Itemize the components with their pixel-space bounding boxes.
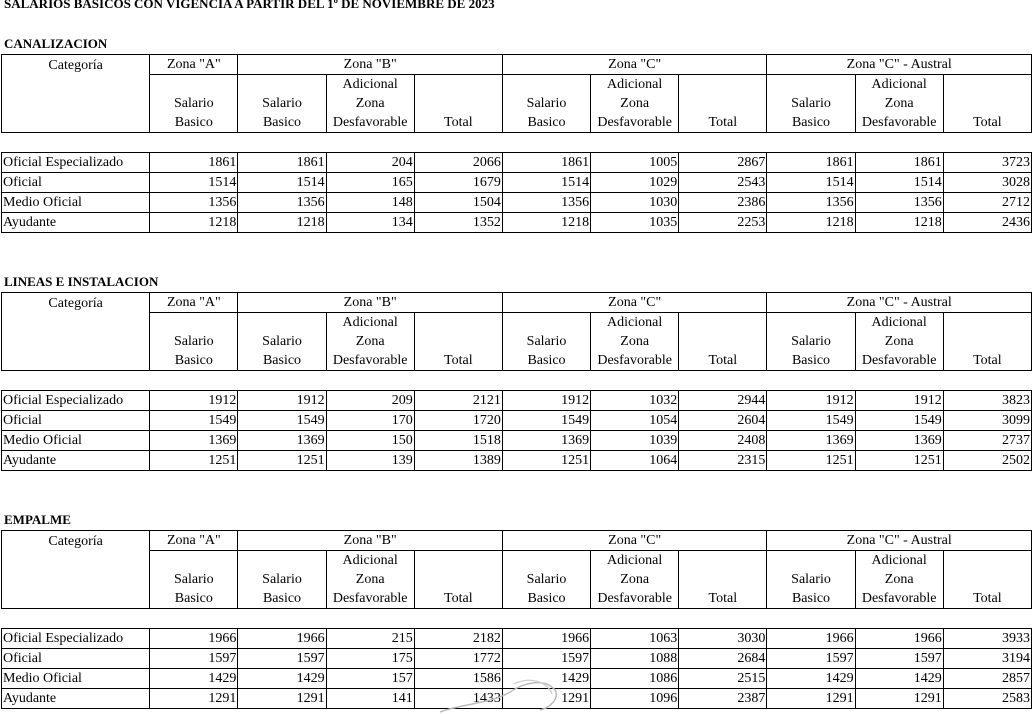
salary-value-cell: 1064 [591,451,679,471]
column-header-cell: Basico [502,113,590,133]
column-header-cell: Basico [767,351,855,371]
salary-value-cell: 1291 [238,689,326,709]
spacer-cell [767,371,855,391]
row-category-label: Medio Oficial [2,431,150,451]
salary-value-cell: 209 [326,391,414,411]
column-header-cell: Desfavorable [326,589,414,609]
column-header-cell: Zona [591,332,679,351]
salary-value-cell: 1356 [767,193,855,213]
spacer-cell [591,609,679,629]
salary-value-cell: 1966 [150,629,238,649]
spacer-cell [326,371,414,391]
column-header-cell: Total [679,351,767,371]
salary-value-cell: 1772 [414,649,502,669]
salary-table [1,54,1032,233]
salary-value-cell: 1088 [591,649,679,669]
salary-value-cell: 1586 [414,669,502,689]
spacer-cell [150,609,238,629]
column-header-cell: Adicional [326,551,414,571]
table-row [2,431,1032,451]
spacer-cell [767,609,855,629]
spacer-cell [238,133,326,153]
column-header-cell [502,551,590,571]
spacer-cell [679,609,767,629]
column-header-cell: Basico [502,589,590,609]
column-header-cell [943,75,1031,95]
salary-value-cell: 1369 [238,431,326,451]
column-header-cell: Basico [238,589,326,609]
column-header-cell: Salario [238,570,326,589]
column-header-cell [679,570,767,589]
salary-value-cell: 1861 [150,153,238,173]
column-header-cell: Adicional [855,75,943,95]
column-header-cell: Salario [150,332,238,351]
column-header-cell: Desfavorable [855,113,943,133]
column-header-cell [502,75,590,95]
zone-c-header: Zona "C" [502,293,767,313]
salary-value-cell: 2543 [679,173,767,193]
column-header-cell: Basico [150,113,238,133]
column-header-cell: Adicional [855,313,943,333]
salary-value-cell: 1356 [150,193,238,213]
salary-value-cell: 1597 [150,649,238,669]
column-header-cell: Desfavorable [591,351,679,371]
column-header-cell [943,313,1031,333]
salary-value-cell: 1030 [591,193,679,213]
salary-value-cell: 3099 [943,411,1031,431]
categoria-header: Categoría [2,531,150,609]
column-header-cell: Desfavorable [855,589,943,609]
salary-value-cell: 2253 [679,213,767,233]
salary-value-cell: 2737 [943,431,1031,451]
salary-value-cell: 1218 [150,213,238,233]
column-header-cell [943,332,1031,351]
salary-value-cell: 2857 [943,669,1031,689]
zone-b-header: Zona "B" [238,55,503,75]
row-category-label: Oficial [2,649,150,669]
column-header-cell: Total [943,351,1031,371]
spacer-cell [2,371,150,391]
salary-value-cell: 1514 [502,173,590,193]
salary-value-cell: 1433 [414,689,502,709]
column-header-cell: Salario [767,94,855,113]
salary-value-cell: 3723 [943,153,1031,173]
salary-value-cell: 1966 [502,629,590,649]
salary-value-cell: 1369 [502,431,590,451]
salary-value-cell: 1504 [414,193,502,213]
column-header-cell: Zona [326,94,414,113]
salary-value-cell: 2182 [414,629,502,649]
spacer-cell [502,133,590,153]
table-row [2,689,1032,709]
salary-value-cell: 2066 [414,153,502,173]
spacer-cell [326,609,414,629]
salary-value-cell: 1029 [591,173,679,193]
spacer-cell [591,371,679,391]
column-header-cell [150,551,238,571]
salary-value-cell: 1251 [238,451,326,471]
spacer-cell [2,133,150,153]
salary-value-cell: 1086 [591,669,679,689]
section-title: LINEAS E INSTALACION [4,274,159,289]
column-header-cell: Salario [238,94,326,113]
salary-value-cell: 175 [326,649,414,669]
spacer-cell [943,133,1031,153]
salary-value-cell: 1369 [855,431,943,451]
column-header-cell [150,313,238,333]
table-row [2,629,1032,649]
salary-value-cell: 1861 [502,153,590,173]
column-header-cell: Salario [150,94,238,113]
table-row [2,213,1032,233]
zone-b-header: Zona "B" [238,293,503,313]
column-header-cell [943,551,1031,571]
table-row [2,411,1032,431]
column-header-cell: Adicional [591,551,679,571]
salary-value-cell: 2387 [679,689,767,709]
salary-value-cell: 148 [326,193,414,213]
salary-value-cell: 2408 [679,431,767,451]
zone-a-header: Zona "A" [150,531,238,551]
salary-value-cell: 1218 [238,213,326,233]
salary-value-cell: 2121 [414,391,502,411]
column-header-cell: Salario [502,570,590,589]
zone-a-header: Zona "A" [150,293,238,313]
salary-value-cell: 1912 [855,391,943,411]
salary-value-cell: 1549 [150,411,238,431]
column-header-cell [414,551,502,571]
column-header-cell [414,94,502,113]
spacer-cell [855,609,943,629]
salary-value-cell: 3933 [943,629,1031,649]
spacer-cell [150,371,238,391]
zone-b-header: Zona "B" [238,531,503,551]
column-header-cell: Desfavorable [591,113,679,133]
salary-value-cell: 3194 [943,649,1031,669]
salary-table [1,292,1032,471]
spacer-cell [855,371,943,391]
salary-value-cell: 2515 [679,669,767,689]
salary-value-cell: 1518 [414,431,502,451]
salary-value-cell: 1514 [767,173,855,193]
column-header-cell: Adicional [326,75,414,95]
salary-value-cell: 2315 [679,451,767,471]
column-header-cell [414,75,502,95]
salary-value-cell: 139 [326,451,414,471]
salary-value-cell: 1429 [502,669,590,689]
row-category-label: Oficial Especializado [2,153,150,173]
table-row [2,173,1032,193]
row-category-label: Medio Oficial [2,193,150,213]
column-header-cell: Basico [767,113,855,133]
column-header-cell: Zona [855,94,943,113]
salary-value-cell: 1218 [767,213,855,233]
salary-value-cell: 1966 [238,629,326,649]
row-category-label: Oficial [2,173,150,193]
salary-value-cell: 2944 [679,391,767,411]
salary-value-cell: 1912 [150,391,238,411]
salary-value-cell: 1514 [855,173,943,193]
salary-value-cell: 1039 [591,431,679,451]
column-header-cell: Basico [150,589,238,609]
column-header-cell [502,313,590,333]
page-title: SALARIOS BASICOS CON VIGENCIA A PARTIR DEL 1º DE NOVIEMBRE DE 2023 [4,0,495,11]
salary-value-cell: 1597 [502,649,590,669]
salary-table [1,530,1032,709]
zone-c-austral-header: Zona "C" - Austral [767,55,1032,75]
column-header-cell: Salario [767,332,855,351]
column-header-cell: Salario [767,570,855,589]
salary-value-cell: 1251 [150,451,238,471]
table-row [2,153,1032,173]
column-header-cell: Desfavorable [591,589,679,609]
column-header-cell: Desfavorable [855,351,943,371]
salary-value-cell: 1549 [767,411,855,431]
column-header-cell [238,75,326,95]
zone-c-austral-header: Zona "C" - Austral [767,293,1032,313]
table-row [2,391,1032,411]
column-header-cell: Zona [326,332,414,351]
salary-value-cell: 1063 [591,629,679,649]
spacer-cell [591,133,679,153]
column-header-cell: Desfavorable [326,351,414,371]
spacer-cell [414,133,502,153]
salary-value-cell: 1291 [855,689,943,709]
salary-value-cell: 2604 [679,411,767,431]
spacer-cell [855,133,943,153]
salary-value-cell: 1218 [855,213,943,233]
salary-value-cell: 1369 [767,431,855,451]
table-row [2,193,1032,213]
salary-value-cell: 1912 [238,391,326,411]
salary-value-cell: 1514 [150,173,238,193]
salary-value-cell: 1054 [591,411,679,431]
column-header-cell [679,94,767,113]
column-header-cell: Total [414,351,502,371]
salary-value-cell: 1549 [855,411,943,431]
salary-value-cell: 1032 [591,391,679,411]
zone-c-header: Zona "C" [502,55,767,75]
categoria-header: Categoría [2,293,150,371]
salary-value-cell: 1549 [238,411,326,431]
spacer-cell [943,609,1031,629]
salary-value-cell: 1356 [502,193,590,213]
salary-value-cell: 1429 [238,669,326,689]
column-header-cell [679,551,767,571]
column-header-cell [943,570,1031,589]
salary-value-cell: 1251 [767,451,855,471]
row-category-label: Medio Oficial [2,669,150,689]
row-category-label: Oficial Especializado [2,391,150,411]
salary-value-cell: 1966 [767,629,855,649]
column-header-cell: Desfavorable [326,113,414,133]
column-header-cell: Adicional [591,75,679,95]
column-header-cell: Adicional [591,313,679,333]
zone-c-header: Zona "C" [502,531,767,551]
salary-value-cell: 1597 [767,649,855,669]
spacer-cell [679,371,767,391]
salary-value-cell: 3030 [679,629,767,649]
spacer-cell [2,609,150,629]
salary-value-cell: 1912 [767,391,855,411]
salary-value-cell: 3028 [943,173,1031,193]
salary-value-cell: 1429 [150,669,238,689]
column-header-cell [414,313,502,333]
spacer-cell [502,609,590,629]
column-header-cell [414,570,502,589]
salary-value-cell: 2386 [679,193,767,213]
column-header-cell: Basico [238,113,326,133]
row-category-label: Ayudante [2,451,150,471]
column-header-cell: Adicional [326,313,414,333]
column-header-cell: Adicional [855,551,943,571]
column-header-cell: Total [679,589,767,609]
column-header-cell: Salario [502,94,590,113]
table-row [2,669,1032,689]
spacer-cell [414,609,502,629]
spacer-cell [238,609,326,629]
column-header-cell: Total [679,113,767,133]
salary-value-cell: 170 [326,411,414,431]
section-title: CANALIZACION [4,36,108,51]
salary-value-cell: 141 [326,689,414,709]
salary-value-cell: 1005 [591,153,679,173]
spacer-cell [679,133,767,153]
salary-value-cell: 1679 [414,173,502,193]
spacer-cell [150,133,238,153]
salary-value-cell: 1429 [767,669,855,689]
spacer-cell [943,371,1031,391]
column-header-cell: Total [414,589,502,609]
column-header-cell [943,94,1031,113]
salary-value-cell: 1352 [414,213,502,233]
column-header-cell [414,332,502,351]
column-header-cell: Zona [591,94,679,113]
salary-value-cell: 1912 [502,391,590,411]
salary-value-cell: 2583 [943,689,1031,709]
column-header-cell: Basico [238,351,326,371]
salary-value-cell: 1861 [767,153,855,173]
salary-value-cell: 1251 [502,451,590,471]
row-category-label: Ayudante [2,213,150,233]
salary-value-cell: 2867 [679,153,767,173]
spacer-cell [767,133,855,153]
section-title: EMPALME [4,512,71,527]
salary-value-cell: 1597 [238,649,326,669]
salary-value-cell: 2436 [943,213,1031,233]
column-header-cell [767,551,855,571]
salary-value-cell: 1389 [414,451,502,471]
salary-value-cell: 1356 [855,193,943,213]
row-category-label: Ayudante [2,689,150,709]
column-header-cell: Zona [855,332,943,351]
salary-value-cell: 2502 [943,451,1031,471]
salary-value-cell: 2684 [679,649,767,669]
salary-value-cell: 1514 [238,173,326,193]
spacer-cell [502,371,590,391]
column-header-cell [238,551,326,571]
column-header-cell: Salario [238,332,326,351]
column-header-cell: Zona [591,570,679,589]
spacer-cell [238,371,326,391]
salary-value-cell: 1035 [591,213,679,233]
salary-value-cell: 1861 [855,153,943,173]
row-category-label: Oficial Especializado [2,629,150,649]
column-header-cell: Total [943,113,1031,133]
salary-value-cell: 1597 [855,649,943,669]
salary-value-cell: 3823 [943,391,1031,411]
column-header-cell [150,75,238,95]
salary-value-cell: 1720 [414,411,502,431]
column-header-cell: Zona [855,570,943,589]
salary-value-cell: 157 [326,669,414,689]
salary-value-cell: 215 [326,629,414,649]
spacer-cell [414,371,502,391]
salary-value-cell: 2712 [943,193,1031,213]
table-row [2,451,1032,471]
salary-value-cell: 204 [326,153,414,173]
column-header-cell [767,75,855,95]
salary-value-cell: 1218 [502,213,590,233]
salary-value-cell: 1861 [238,153,326,173]
table-row [2,649,1032,669]
column-header-cell: Total [943,589,1031,609]
column-header-cell [679,313,767,333]
salary-value-cell: 1966 [855,629,943,649]
spacer-cell [326,133,414,153]
salary-value-cell: 150 [326,431,414,451]
row-category-label: Oficial [2,411,150,431]
column-header-cell: Basico [767,589,855,609]
zone-a-header: Zona "A" [150,55,238,75]
salary-value-cell: 165 [326,173,414,193]
salary-value-cell: 1291 [767,689,855,709]
salary-value-cell: 1291 [502,689,590,709]
salary-value-cell: 1251 [855,451,943,471]
column-header-cell [679,332,767,351]
column-header-cell: Total [414,113,502,133]
column-header-cell: Basico [150,351,238,371]
salary-value-cell: 134 [326,213,414,233]
column-header-cell [238,313,326,333]
salary-value-cell: 1429 [855,669,943,689]
salary-value-cell: 1291 [150,689,238,709]
salary-value-cell: 1096 [591,689,679,709]
categoria-header: Categoría [2,55,150,133]
column-header-cell: Salario [150,570,238,589]
zone-c-austral-header: Zona "C" - Austral [767,531,1032,551]
salary-value-cell: 1356 [238,193,326,213]
column-header-cell: Basico [502,351,590,371]
column-header-cell [767,313,855,333]
salary-value-cell: 1369 [150,431,238,451]
column-header-cell: Zona [326,570,414,589]
column-header-cell [679,75,767,95]
column-header-cell: Salario [502,332,590,351]
salary-value-cell: 1549 [502,411,590,431]
